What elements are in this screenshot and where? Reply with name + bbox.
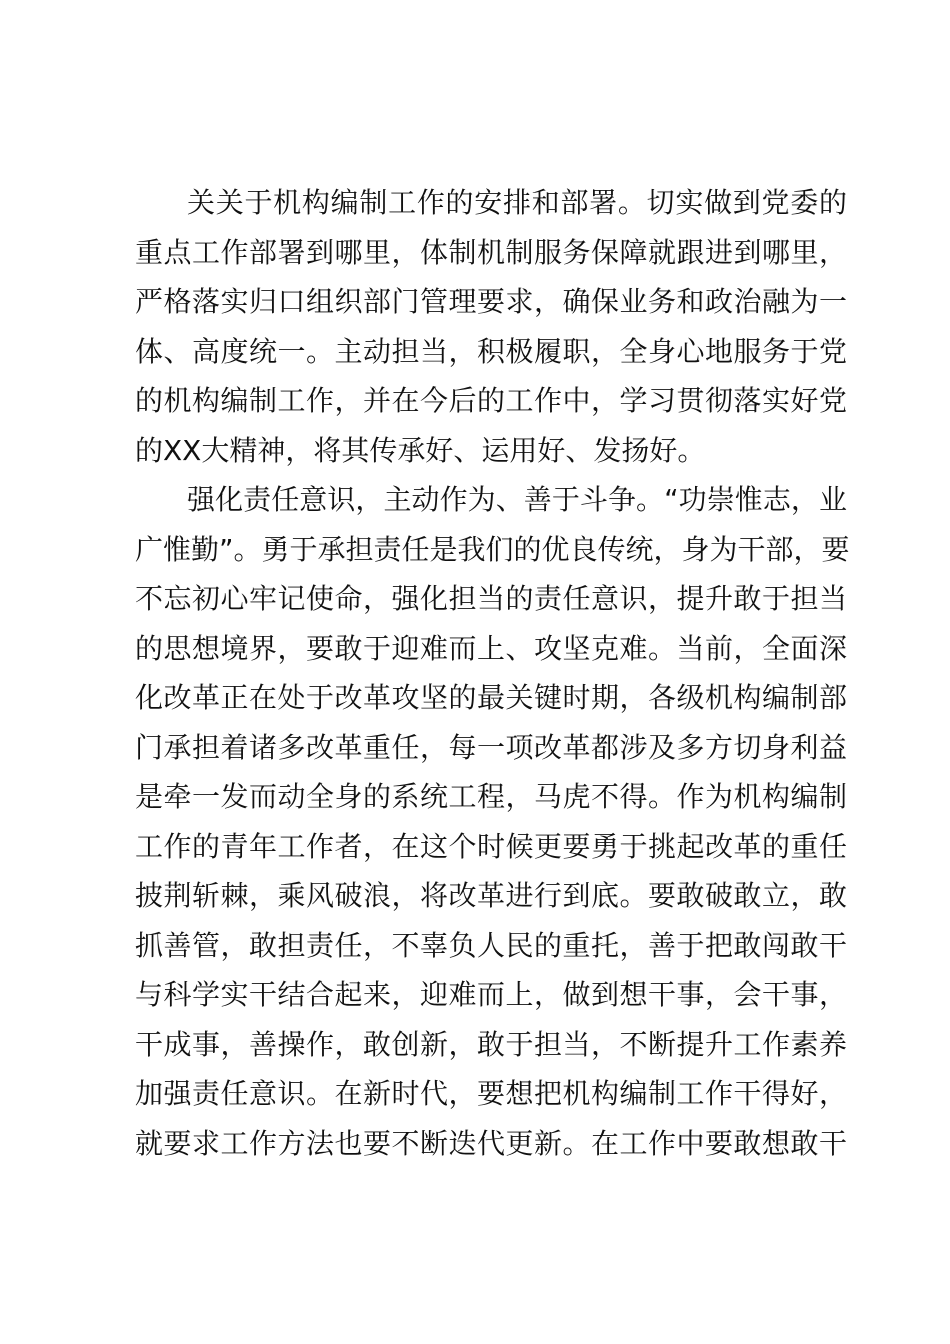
text-line: 工作的青年工作者，在这个时候更要勇于挑起改革的重任 <box>135 829 847 863</box>
paragraph-1 <box>135 178 847 475</box>
text-line: 的机构编制工作，并在今后的工作中，学习贯彻落实好党 <box>135 384 847 417</box>
text-line: 干成事，善操作，敢创新，敢于担当，不断提升工作素养 <box>135 1027 847 1061</box>
paragraph-2 <box>135 475 850 1168</box>
text-line: 与科学实干结合起来，迎难而上，做到想干事，会干事， <box>135 978 847 1011</box>
text-line: 是牵一发而动全身的系统工程，马虎不得。作为机构编制 <box>135 780 847 813</box>
text-line: 披荆斩棘，乘风破浪，将改革进行到底。要敢破敢立，敢 <box>135 879 847 912</box>
text-line: 重点工作部署到哪里，体制机制服务保障就跟进到哪里， <box>135 235 847 269</box>
text-line: 严格落实归口组织部门管理要求，确保业务和政治融为一 <box>135 285 847 318</box>
text-line: 加强责任意识。在新时代，要想把机构编制工作干得好， <box>135 1077 847 1110</box>
text-line: 广惟勤”。勇于承担责任是我们的优良传统，身为干部，要 <box>135 532 850 566</box>
text-line: 体、高度统一。主动担当，积极履职，全身心地服务于党 <box>135 334 847 368</box>
text-line: 化改革正在处于改革攻坚的最关键时期，各级机构编制部 <box>135 681 847 714</box>
text-line: 不忘初心牢记使命，强化担当的责任意识，提升敢于担当 <box>135 582 847 615</box>
text-line: 的XX大精神，将其传承好、运用好、发扬好。 <box>135 433 706 467</box>
text-line: 门承担着诸多改革重任，每一项改革都涉及多方切身利益 <box>135 730 847 764</box>
document-body <box>135 178 850 1168</box>
text-line: 强化责任意识，主动作为、善于斗争。“功崇惟志，业 <box>187 483 847 516</box>
text-line: 抓善管，敢担责任，不辜负人民的重托，善于把敢闯敢干 <box>135 928 847 962</box>
text-line: 关关于机构编制工作的安排和部署。切实做到党委的 <box>187 186 847 219</box>
text-line: 就要求工作方法也要不断迭代更新。在工作中要敢想敢干 <box>135 1126 847 1160</box>
text-line: 的思想境界，要敢于迎难而上、攻坚克难。当前，全面深 <box>135 631 847 665</box>
